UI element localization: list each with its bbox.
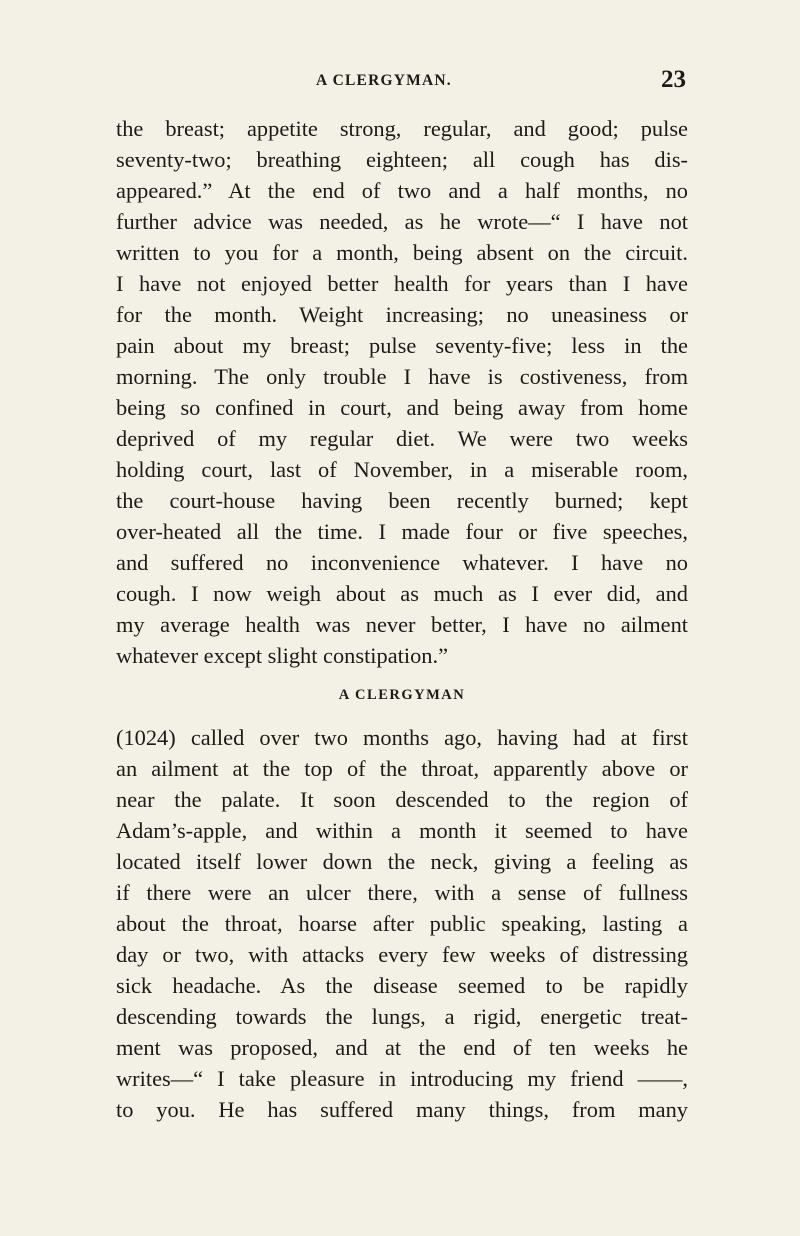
text-line: holding court, last of November, in a miserable room,	[116, 457, 688, 482]
text-line: writes—“ I take pleasure in introducing my friend ——,	[116, 1066, 688, 1091]
paragraph-continuation	[116, 113, 688, 671]
text-line: deprived of my regular diet. We were two weeks	[116, 426, 688, 451]
text-line: if there were an ulcer there, with a sense of fullness	[116, 880, 688, 905]
text-line: seventy-two; breathing eighteen; all cough has dis-	[116, 147, 688, 172]
text-line: located itself lower down the neck, giving a feeling as	[116, 849, 688, 874]
text-line: further advice was needed, as he wrote—“ I have not	[116, 209, 688, 234]
text-line: about the throat, hoarse after public speaking, lasting a	[116, 911, 688, 936]
text-line: Adam’s-apple, and within a month it seemed to have	[116, 818, 688, 843]
text-line: my average health was never better, I have no ailment	[116, 612, 688, 637]
text-line: sick headache. As the disease seemed to be rapidly	[116, 973, 688, 998]
text-line: (1024) called over two months ago, having had at first	[116, 725, 688, 750]
page-header	[116, 66, 686, 96]
section-heading: A CLERGYMAN	[338, 687, 466, 703]
body-text	[116, 113, 688, 1125]
paragraph-case-1024	[116, 722, 688, 1125]
text-line: morning. The only trouble I have is costiveness, from	[116, 364, 688, 389]
text-line: appeared.” At the end of two and a half months, no	[116, 178, 688, 203]
text-line: to you. He has suffered many things, from many	[116, 1097, 688, 1122]
text-line: ment was proposed, and at the end of ten weeks he	[116, 1035, 688, 1060]
text-line: pain about my breast; pulse seventy-five; less in the	[116, 333, 688, 358]
text-line: cough. I now weigh about as much as I ever did, and	[116, 581, 688, 606]
text-line: the court-house having been recently burned; kept	[116, 488, 688, 513]
text-line: and suffered no inconvenience whatever. I have no	[116, 550, 688, 575]
text-line: day or two, with attacks every few weeks of distressing	[116, 942, 688, 967]
text-line: whatever except slight constipation.”	[116, 643, 449, 668]
text-line: I have not enjoyed better health for years than I have	[116, 271, 688, 296]
page-number: 23	[661, 66, 686, 93]
running-head: A CLERGYMAN.	[316, 72, 452, 89]
text-line: for the month. Weight increasing; no uneasiness or	[116, 302, 688, 327]
text-line: being so confined in court, and being away from home	[116, 395, 688, 420]
text-line: written to you for a month, being absent on the circuit.	[116, 240, 688, 265]
text-line: the breast; appetite strong, regular, and good; pulse	[116, 116, 688, 141]
text-line: over-heated all the time. I made four or five speeches,	[116, 519, 688, 544]
text-line: descending towards the lungs, a rigid, energetic treat-	[116, 1004, 688, 1029]
text-line: near the palate. It soon descended to the region of	[116, 787, 688, 812]
text-line: an ailment at the top of the throat, apparently above or	[116, 756, 688, 781]
